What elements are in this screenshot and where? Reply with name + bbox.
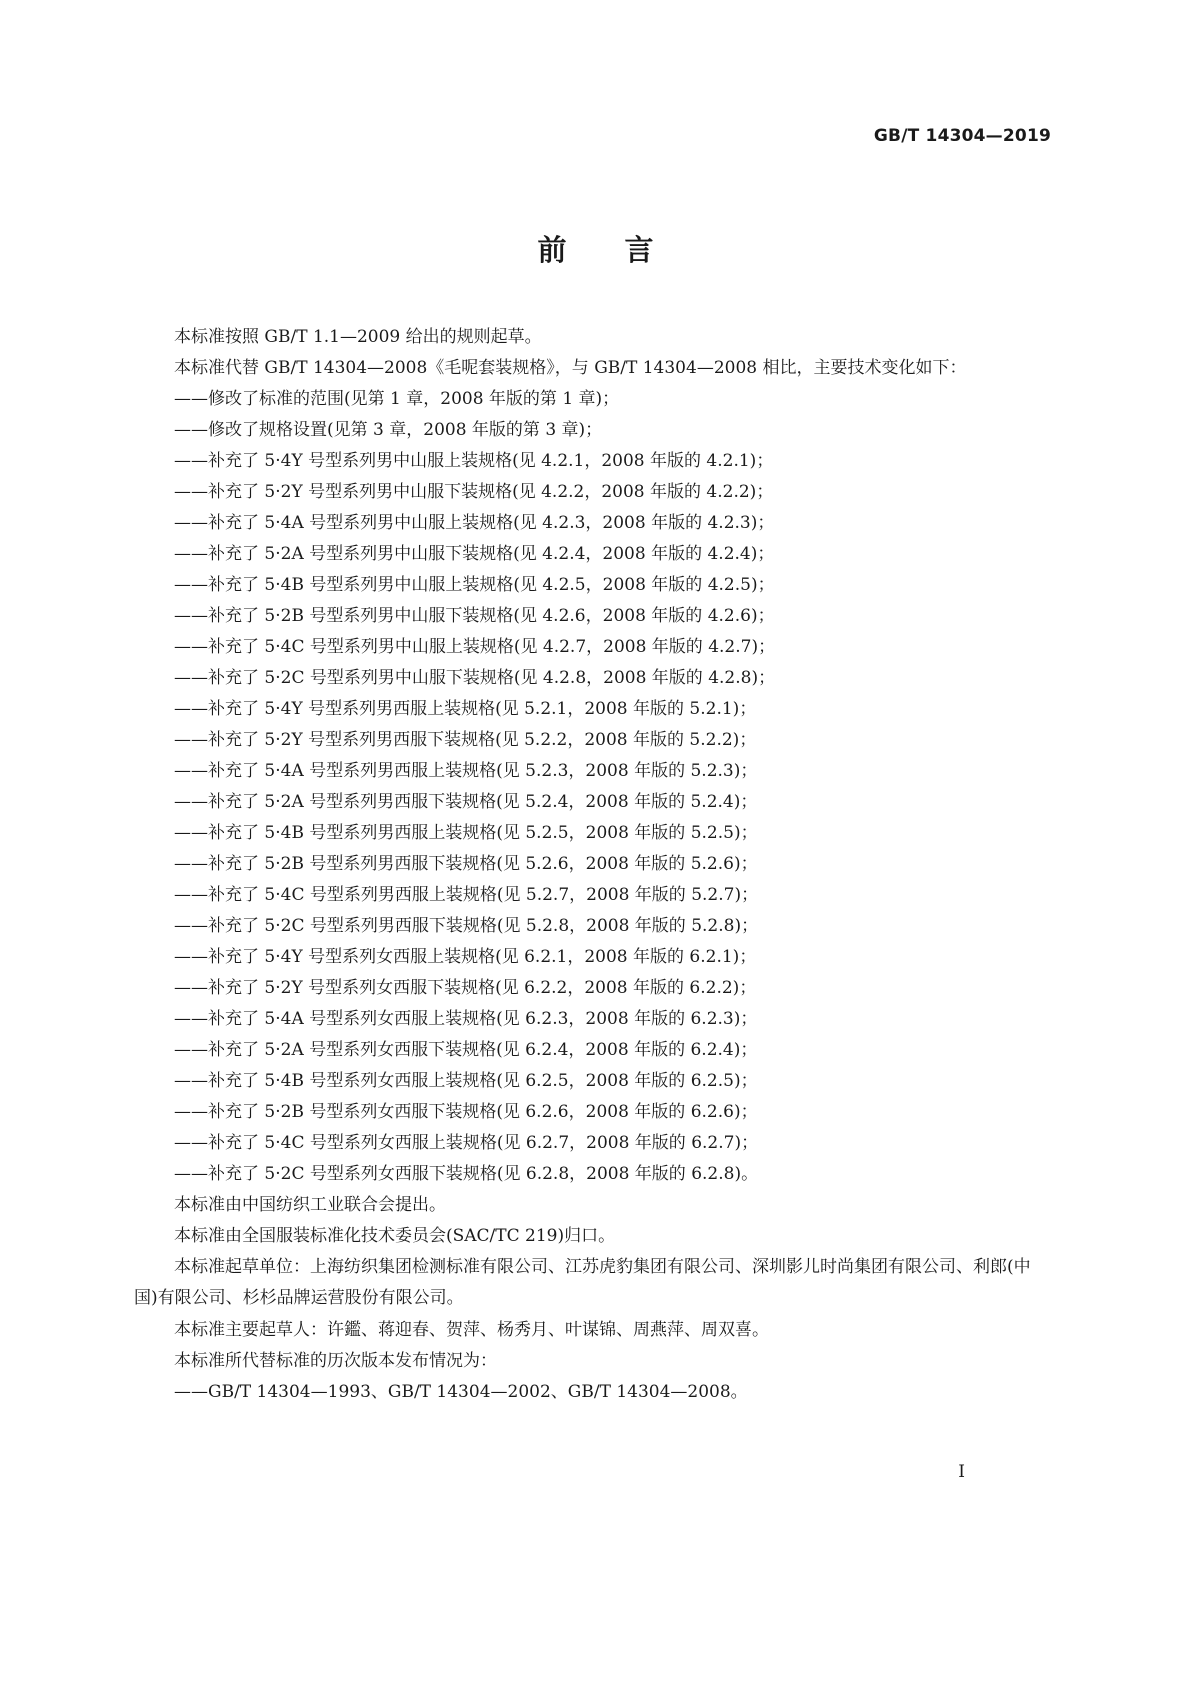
change-item: ——补充了 5·4B 号型系列男西服上装规格(见 5.2.5，2008 年版的 5.2.5)； bbox=[174, 823, 758, 843]
history-item: ——GB/T 14304—1993、GB/T 14304—2002、GB/T 14304—2008。 bbox=[174, 1382, 748, 1402]
change-item: ——补充了 5·2Y 号型系列男西服下装规格(见 5.2.2，2008 年版的 5.2.2)； bbox=[174, 730, 757, 750]
change-item: ——补充了 5·4C 号型系列男西服上装规格(见 5.2.7，2008 年版的 5.2.7)； bbox=[174, 885, 759, 905]
paragraph-drafting-rules: 本标准按照 GB/T 1.1—2009 给出的规则起草。 bbox=[174, 327, 542, 347]
change-item: ——补充了 5·2A 号型系列男西服下装规格(见 5.2.4，2008 年版的 5.2.4)； bbox=[174, 792, 758, 812]
page-title: 前言 bbox=[537, 233, 712, 267]
paragraph-proposed-by: 本标准由中国纺织工业联合会提出。 bbox=[174, 1195, 446, 1215]
change-item: ——补充了 5·4A 号型系列男中山服上装规格(见 4.2.3，2008 年版的 4.2.3)； bbox=[174, 513, 775, 533]
page-number: I bbox=[958, 1462, 965, 1482]
change-item: ——补充了 5·2A 号型系列男中山服下装规格(见 4.2.4，2008 年版的 4.2.4)； bbox=[174, 544, 775, 564]
paragraph-centralized-by: 本标准由全国服装标准化技术委员会(SAC/TC 219)归口。 bbox=[174, 1226, 616, 1246]
change-item: ——补充了 5·4B 号型系列男中山服上装规格(见 4.2.5，2008 年版的 4.2.5)； bbox=[174, 575, 775, 595]
change-item: ——补充了 5·2A 号型系列女西服下装规格(见 6.2.4，2008 年版的 6.2.4)； bbox=[174, 1040, 758, 1060]
change-item: ——补充了 5·4C 号型系列男中山服上装规格(见 4.2.7，2008 年版的 4.2.7)； bbox=[174, 637, 776, 657]
document-body bbox=[134, 327, 1054, 1413]
change-item: ——补充了 5·4Y 号型系列女西服上装规格(见 6.2.1，2008 年版的 6.2.1)； bbox=[174, 947, 757, 967]
paragraph-history-intro: 本标准所代替标准的历次版本发布情况为： bbox=[174, 1351, 497, 1371]
change-item: ——补充了 5·2Y 号型系列女西服下装规格(见 6.2.2，2008 年版的 6.2.2)； bbox=[174, 978, 757, 998]
change-item: ——补充了 5·2C 号型系列女西服下装规格(见 6.2.8，2008 年版的 6.2.8)。 bbox=[174, 1164, 759, 1184]
change-item: ——补充了 5·4A 号型系列男西服上装规格(见 5.2.3，2008 年版的 5.2.3)； bbox=[174, 761, 758, 781]
change-item: ——补充了 5·2Y 号型系列男中山服下装规格(见 4.2.2，2008 年版的 4.2.2)； bbox=[174, 482, 774, 502]
change-item: ——补充了 5·4C 号型系列女西服上装规格(见 6.2.7，2008 年版的 6.2.7)； bbox=[174, 1133, 759, 1153]
change-item: ——补充了 5·4A 号型系列女西服上装规格(见 6.2.3，2008 年版的 6.2.3)； bbox=[174, 1009, 758, 1029]
change-item: ——修改了标准的范围(见第 1 章，2008 年版的第 1 章)； bbox=[174, 389, 620, 409]
change-item: ——补充了 5·4Y 号型系列男中山服上装规格(见 4.2.1，2008 年版的 4.2.1)； bbox=[174, 451, 774, 471]
standard-number: GB/T 14304—2019 bbox=[873, 126, 1051, 146]
change-item: ——补充了 5·2B 号型系列男中山服下装规格(见 4.2.6，2008 年版的 4.2.6)； bbox=[174, 606, 775, 626]
paragraph-drafters: 本标准主要起草人：许鑑、蒋迎春、贺萍、杨秀月、叶谋锦、周燕萍、周双喜。 bbox=[174, 1320, 769, 1340]
change-item: ——补充了 5·4B 号型系列女西服上装规格(见 6.2.5，2008 年版的 6.2.5)； bbox=[174, 1071, 758, 1091]
change-item: ——补充了 5·2B 号型系列女西服下装规格(见 6.2.6，2008 年版的 6.2.6)； bbox=[174, 1102, 758, 1122]
change-item: ——补充了 5·2C 号型系列男中山服下装规格(见 4.2.8，2008 年版的 4.2.8)； bbox=[174, 668, 776, 688]
paragraph-replaces: 本标准代替 GB/T 14304—2008《毛呢套装规格》，与 GB/T 14304—2008 相比，主要技术变化如下： bbox=[174, 358, 967, 378]
change-item: ——补充了 5·4Y 号型系列男西服上装规格(见 5.2.1，2008 年版的 5.2.1)； bbox=[174, 699, 757, 719]
change-item: ——补充了 5·2B 号型系列男西服下装规格(见 5.2.6，2008 年版的 5.2.6)； bbox=[174, 854, 758, 874]
change-item: ——修改了规格设置(见第 3 章，2008 年版的第 3 章)； bbox=[174, 420, 603, 440]
change-item: ——补充了 5·2C 号型系列男西服下装规格(见 5.2.8，2008 年版的 5.2.8)； bbox=[174, 916, 759, 936]
paragraph-drafting-units: 本标准起草单位：上海纺织集团检测标准有限公司、江苏虎豹集团有限公司、深圳影儿时尚集团有限公司、利郎(中国)有限公司、杉杉品牌运营股份有限公司。 bbox=[134, 1257, 1031, 1308]
